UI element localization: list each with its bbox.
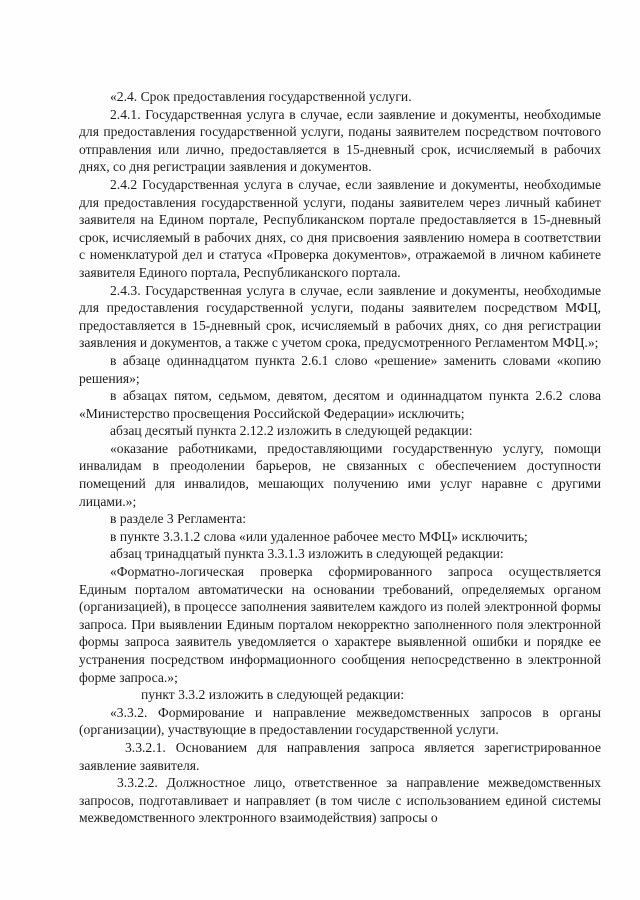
paragraph-3-3-2-1: 3.3.2.1. Основанием для направления запроса является зарегистрированное заявление заявителя. [79,739,601,773]
paragraph-amend-3-3-1-3: абзац тринадцатый пункта 3.3.1.3 изложить в следующей редакции: [110,546,504,562]
paragraph-2-4-3: 2.4.3. Государственная услуга в случае, если заявление и документы, необходимые для предоставления государственной услуги, поданы заявителем посредством МФЦ, предоставляется в 15-дневный срок, исчисляемый в рабочих днях, со дня регистрации заявления и документов, а также с учетом срока, предусмотренного Регламентом МФЦ.»; [79,282,601,351]
document-body [79,88,601,827]
paragraph-section-3: в разделе 3 Регламента: [110,511,247,527]
paragraph-2-4-2: 2.4.2 Государственная услуга в случае, если заявление и документы, необходимые для предоставления государственной услуги, поданы заявителем через личный кабинет заявителя на Едином портале, Республиканском портале предоставляется в 15-дневный срок, исчисляемый в рабочих днях, со дня присвоения заявлению номера в соответствии с номенклатурой дел и статуса «Проверка документов», отражаемой в личном кабинете заявителя Единого портала, Республиканского портала. [79,176,601,280]
paragraph-quote-3-3-1-3: «Форматно-логическая проверка сформированного запроса осуществляется Единым порталом автоматически на основании требований, определяемых органом (организацией), в процессе заполнения заявителем каждого из полей электронной формы запроса. При выявлении Единым порталом некорректно заполненного поля электронной формы запроса заявитель уведомляется о характере выявленной ошибки и порядке ее устранения посредством информационного сообщения непосредственно в электронной форме запроса.»; [79,564,601,685]
paragraph-3-3-2: «3.3.2. Формирование и направление межведомственных запросов в органы (организации), участвующие в предоставлении государственной услуги. [79,704,601,738]
paragraph-amend-3-3-1-2: в пункте 3.3.1.2 слова «или удаленное рабочее место МФЦ» исключить; [110,528,528,544]
paragraph-amend-2-12-2: абзац десятый пункта 2.12.2 изложить в следующей редакции: [110,423,473,439]
paragraph-quote-2-12-2: «оказание работниками, предоставляющими государственную услугу, помощи инвалидам в преодолении барьеров, не связанных с обеспечением доступности помещений для инвалидов, мешающих получению ими услуг наравне с другими лицами.»; [79,440,601,509]
paragraph-heading-2-4: «2.4. Срок предоставления государственной услуги. [110,89,412,104]
paragraph-amend-2-6-2: в абзацах пятом, седьмом, девятом, десятом и одиннадцатом пункта 2.6.2 слова «Министерство просвещения Российской Федерации» исключить; [79,388,601,421]
paragraph-amend-2-6-1: в абзаце одиннадцатом пункта 2.6.1 слово «решение» заменить словами «копию решения»; [79,352,601,386]
paragraph-amend-3-3-2: пункт 3.3.2 изложить в следующей редакции: [141,687,405,703]
paragraph-2-4-1: 2.4.1. Государственная услуга в случае, если заявление и документы, необходимые для предоставления государственной услуги, поданы заявителем посредством почтового отправления или лично, предоставляется в 15-дневный срок, исчисляемый в рабочих днях, со дня регистрации заявления и документов. [79,106,601,175]
paragraph-3-3-2-2: 3.3.2.2. Должностное лицо, ответственное за направление межведомственных запросов, подготавливает и направляет (в том числе с использованием единой системы межведомственного электронного взаимодействия) запросы о [79,775,601,826]
